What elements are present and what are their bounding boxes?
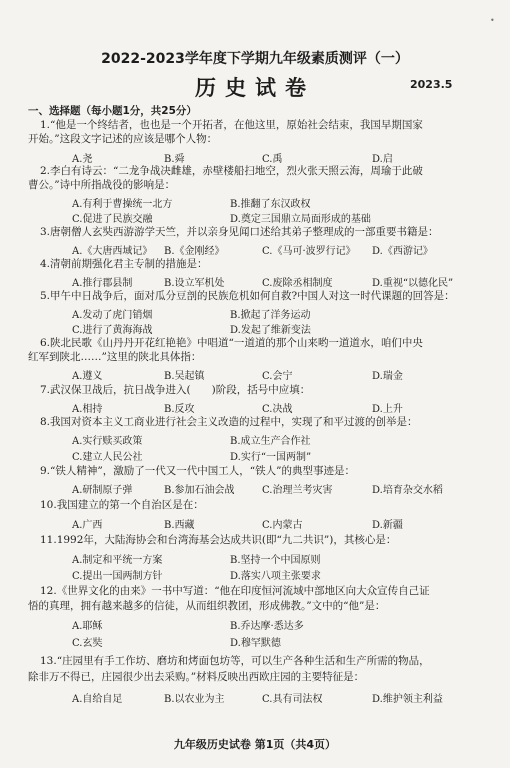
option-a: A.尧 <box>72 154 93 165</box>
question-1-line-1: 1.“他是一个终结者，也也是一个开拓者，在他这里，原始社会结束，我国早期国家 <box>40 119 423 131</box>
question-7-options <box>72 400 488 413</box>
option-d: D.落实八项主张要求 <box>230 571 321 582</box>
option-b: B.舜 <box>164 154 185 165</box>
option-c: C.禹 <box>262 154 283 165</box>
option-d: D.瑞金 <box>372 371 403 382</box>
option-b: B.成立生产合作社 <box>230 436 311 447</box>
question-5-line-1: 5.甲午中日战争后，面对瓜分豆剖的民族危机如何自救?中国人对这一时代课题的回答是： <box>40 290 455 302</box>
option-b: B.反攻 <box>164 404 195 415</box>
question-7-line-1: 7.武汉保卫战后，抗日战争进入( )阶段，括号中应填： <box>40 384 311 396</box>
section-heading: 一、选择题（每小题1分，共25分） <box>28 105 197 117</box>
exam-date: 2023.5 <box>410 78 453 91</box>
question-12-options-row-1 <box>72 617 488 630</box>
option-c: C.具有司法权 <box>262 694 323 705</box>
option-c: C.会宁 <box>262 371 293 382</box>
option-a: A.推行郡县制 <box>72 278 133 289</box>
option-b: B.《金刚经》 <box>164 246 225 257</box>
exam-subtitle: 历史试卷 <box>195 75 315 100</box>
option-d: D.《西游记》 <box>372 246 433 257</box>
question-4-line-1: 4.清朝前期强化君主专制的措施是： <box>40 258 208 270</box>
option-b: B.掀起了洋务运动 <box>230 310 311 321</box>
exam-title: 2022-2023学年度下学期九年级素质测评（一） <box>101 51 409 67</box>
question-9-line-1: 9.“铁人精神”，激励了一代又一代中国工人，“铁人”的典型事迹是： <box>40 465 355 477</box>
question-3-options <box>72 242 488 255</box>
option-d: D.穆罕默德 <box>230 638 281 649</box>
option-b: B.以农业为主 <box>164 694 225 705</box>
question-13-line-1: 13.“庄园里有手工作坊、磨坊和烤面包坊等，可以生产各种生活和生产所需的物品， <box>40 655 430 667</box>
option-a: A.《大唐西域记》 <box>72 246 153 257</box>
option-a: A.相持 <box>72 404 103 415</box>
option-c: C.《马可·波罗行记》 <box>262 246 356 257</box>
option-b: B.参加石油会战 <box>164 485 235 496</box>
question-2-options-row-1 <box>72 195 488 208</box>
option-a: A.耶稣 <box>72 621 103 632</box>
page-footer: 九年级历史试卷 第1页（共4页） <box>173 738 337 751</box>
question-2-options-row-2 <box>72 210 488 223</box>
option-a: A.实行赎买政策 <box>72 436 143 447</box>
option-d: D.上升 <box>372 404 403 415</box>
question-2-line-1: 2.李白有诗云：“二龙争战决雌雄，赤壁楼船扫地空，烈火张天照云海，周瑜于此破 <box>40 165 423 177</box>
question-6-line-2: 红军到陕北……”这里的陕北具体指： <box>28 351 202 363</box>
question-10-line-1: 10.我国建立的第一个自治区是在： <box>40 499 204 511</box>
question-6-line-1: 6.陕北民歌《山丹丹开花红艳艳》中唱道“一道道的那个山来哟一道道水，咱们中央 <box>40 337 423 349</box>
question-11-options-row-2 <box>72 567 488 580</box>
question-12-line-1: 12.《世界文化的由来》一书中写道：“他在印度恒河流域中部地区向大众宣传自己证 <box>40 585 430 597</box>
question-6-options <box>72 367 488 380</box>
question-2-line-2: 曹公。”诗中所指战役的影响是： <box>28 179 176 191</box>
question-4-options <box>72 274 488 287</box>
question-13-options <box>72 690 488 703</box>
option-d: D.发起了维新变法 <box>230 325 311 336</box>
question-1-line-2: 开始。”这段文字记述的应该是哪个人物： <box>28 133 218 145</box>
option-d: D.新疆 <box>372 520 403 531</box>
option-c: C.进行了黄海海战 <box>72 325 153 336</box>
question-11-options-row-1 <box>72 551 488 564</box>
question-12-line-2: 悟的真理，拥有越来越多的信徒，从而组织教团，形成佛教。”文中的“他”是： <box>28 600 386 612</box>
option-c: C.建立人民公社 <box>72 452 143 463</box>
option-d: D.奠定三国鼎立局面形成的基础 <box>230 214 371 225</box>
option-a: A.遵义 <box>72 371 103 382</box>
question-1-options <box>72 150 488 163</box>
question-5-options-row-1 <box>72 306 488 319</box>
option-d: D.启 <box>372 154 393 165</box>
option-d: D.维护领主利益 <box>372 694 443 705</box>
question-8-options-row-2 <box>72 448 488 461</box>
option-c: C.提出一国两制方针 <box>72 571 163 582</box>
question-10-options <box>72 516 488 529</box>
option-a: A.广西 <box>72 520 103 531</box>
question-13-line-2: 除非万不得已，庄园很少出去采购。”材料反映出西欧庄园的主要特征是： <box>28 671 365 683</box>
option-b: B.推翻了东汉政权 <box>230 199 311 210</box>
option-d: D.实行“一国两制” <box>230 452 312 463</box>
option-d: D.重视“以德化民” <box>372 278 454 289</box>
option-b: B.坚持一个中国原则 <box>230 555 321 566</box>
option-c: C.治理兰考灾害 <box>262 485 333 496</box>
option-a: A.研制原子弹 <box>72 485 133 496</box>
option-a: A.有利于曹操统一北方 <box>72 199 173 210</box>
option-c: C.决战 <box>262 404 293 415</box>
option-b: B.乔达摩·悉达多 <box>230 621 304 632</box>
question-8-options-row-1 <box>72 432 488 445</box>
option-b: B.吴起镇 <box>164 371 205 382</box>
question-9-options <box>72 481 488 494</box>
question-3-line-1: 3.唐朝僧人玄奘西游游学天竺，并以亲身见闻口述给其弟子整理成的一部重要书籍是： <box>40 226 439 238</box>
option-d: D.培育杂交水稻 <box>372 485 443 496</box>
question-5-options-row-2 <box>72 321 488 334</box>
option-c: C.促进了民族交融 <box>72 214 153 225</box>
option-a: A.制定和平统一方案 <box>72 555 163 566</box>
option-c: C.废除丞相制度 <box>262 278 333 289</box>
option-b: B.设立军机处 <box>164 278 225 289</box>
option-a: A.自给自足 <box>72 694 123 705</box>
question-11-line-1: 11.1992年，大陆海协会和台湾海基会达成共识(即“九二共识”)，其核心是： <box>40 534 397 546</box>
option-c: C.玄奘 <box>72 638 103 649</box>
option-c: C.内蒙古 <box>262 520 303 531</box>
option-b: B.西藏 <box>164 520 195 531</box>
question-8-line-1: 8.我国对资本主义工商业进行社会主义改造的过程中，实现了和平过渡的创举是： <box>40 416 418 428</box>
option-a: A.发动了虎门销烟 <box>72 310 153 321</box>
question-12-options-row-2 <box>72 634 488 647</box>
corner-mark: • <box>490 16 495 25</box>
